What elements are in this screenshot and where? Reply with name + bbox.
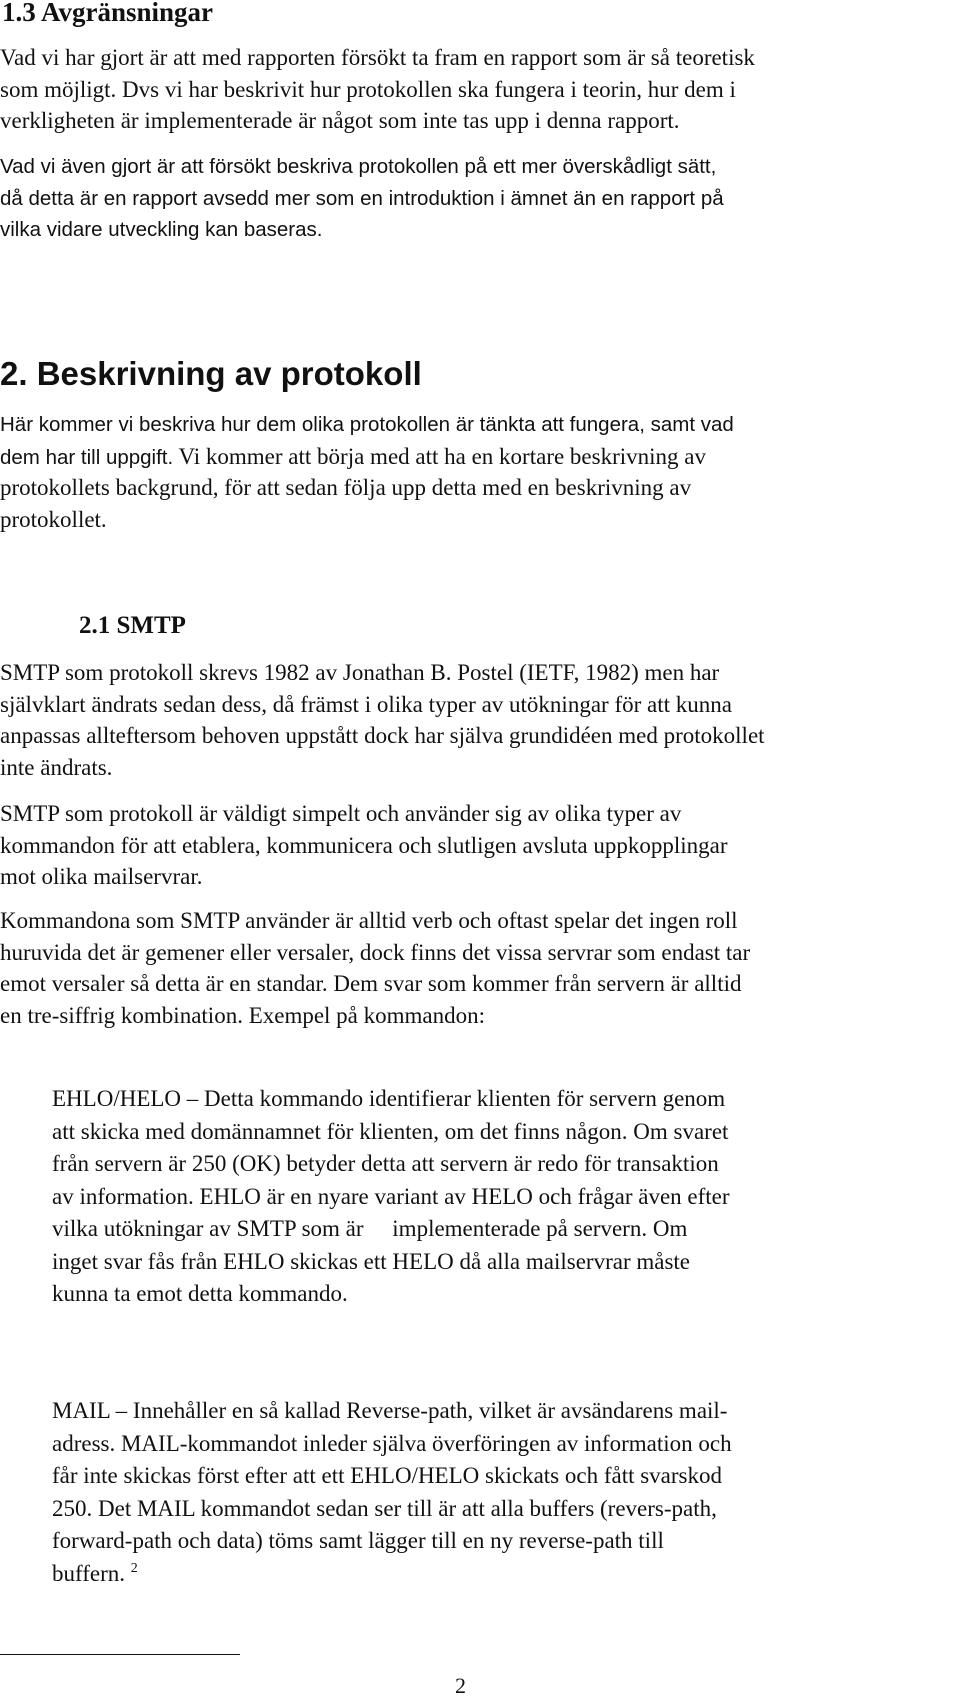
command-ehlo-description — [52, 1083, 960, 1311]
paragraph-smtp-commands — [0, 905, 960, 1031]
section-heading-2: 2. Beskrivning av protokoll — [0, 355, 422, 392]
text-line: huruvida det är gemener eller versaler, dock finns det vissa servrar som endast tar — [0, 939, 751, 965]
text-line: då detta är en rapport avsedd mer som en introduktion i ämnet än en rapport på — [0, 186, 724, 210]
text-line: adress. MAIL-kommandot inleder själva överföringen av information och — [52, 1430, 732, 1456]
text-line: anpassas allteftersom behoven uppstått dock har själva grundidéen med protokollet — [0, 723, 765, 748]
text-line: protokollets backgrund, för att sedan följa upp detta med en beskrivning av — [0, 475, 692, 500]
text-line: vilka vidare utveckling kan baseras. — [0, 218, 323, 241]
text-line: 250. Det MAIL kommandot sedan ser till är att alla buffers (revers-path, — [52, 1495, 717, 1521]
text-line: Kommandona som SMTP använder är alltid verb och oftast spelar det ingen roll — [0, 908, 738, 933]
text-line — [0, 441, 960, 474]
text-line: inget svar fås från EHLO skickas ett HELO då alla mailservrar måste — [52, 1248, 691, 1274]
text-line: inte ändrats. — [0, 754, 113, 780]
text-line: forward-path och data) töms samt lägger till en ny reverse-path till — [52, 1528, 664, 1553]
text-line — [52, 1558, 960, 1591]
text-line: en tre-siffrig kombination. Exempel på kommandon: — [0, 1002, 486, 1028]
paragraph-protocol-intro-cont — [0, 472, 960, 535]
paragraph-scope-1 — [0, 42, 960, 137]
text-line: verkligheten är implementerade är något som inte tas upp i denna rapport. — [0, 108, 680, 133]
text-line: att skicka med domännamnet för klienten, om det finns någon. Om svaret — [52, 1118, 729, 1144]
text-line: av information. EHLO är en nyare variant av HELO och frågar även efter — [52, 1183, 730, 1209]
text-fragment: Vi kommer att börja med att ha en kortare beskrivning av — [173, 443, 706, 469]
text-line: får inte skickas först efter att ett EHLO/HELO skickats och fått svarskod — [52, 1463, 722, 1488]
text-fragment: dem har till uppgift. — [0, 445, 174, 469]
text-line: kommandon för att etablera, kommunicera och slutligen avsluta uppkopplingar — [0, 832, 728, 858]
text-line: som möjligt. Dvs vi har beskrivit hur protokollen ska fungera i teorin, hur dem i — [0, 76, 736, 102]
footnote-separator — [0, 1654, 240, 1655]
text-line: Här kommer vi beskriva hur dem olika protokollen är tänkta att fungera, samt vad — [0, 413, 734, 436]
text-fragment: buffern. — [52, 1560, 126, 1586]
text-line: Vad vi även gjort är att försökt beskriva protokollen på ett mer överskådligt sätt, — [0, 155, 717, 178]
text-line: EHLO/HELO – Detta kommando identifierar klienten för servern genom — [52, 1086, 726, 1111]
paragraph-smtp-history — [0, 657, 960, 783]
command-mail-description — [52, 1395, 960, 1590]
paragraph-scope-2 — [0, 151, 960, 246]
text-line: vilka utökningar av SMTP som är implementerade på servern. Om — [52, 1216, 688, 1241]
section-heading-1-3: 1.3 Avgränsningar — [2, 0, 214, 27]
text-line: MAIL – Innehåller en så kallad Reverse-path, vilket är avsändarens mail- — [52, 1398, 728, 1423]
footnote-reference[interactable]: 2 — [130, 1560, 138, 1576]
paragraph-protocol-intro — [0, 409, 960, 473]
text-line: Vad vi har gjort är att med rapporten försökt ta fram en rapport som är så teoretisk — [0, 45, 755, 70]
text-line: SMTP som protokoll är väldigt simpelt och använder sig av olika typer av — [0, 801, 682, 826]
page-number: 2 — [455, 1673, 466, 1698]
text-line: mot olika mailservrar. — [0, 864, 203, 889]
text-line: självklart ändrats sedan dess, då främst i olika typer av utökningar för att kunna — [0, 691, 732, 717]
text-line: från servern är 250 (OK) betyder detta att servern är redo för transaktion — [52, 1151, 719, 1176]
paragraph-smtp-simple — [0, 798, 960, 893]
text-line: emot versaler så detta är en standar. Dem svar som kommer från servern är alltid — [0, 971, 742, 996]
text-line: kunna ta emot detta kommando. — [52, 1281, 348, 1306]
section-heading-2-1: 2.1 SMTP — [79, 612, 186, 639]
text-line: SMTP som protokoll skrevs 1982 av Jonathan B. Postel (IETF, 1982) men har — [0, 660, 720, 685]
text-line: protokollet. — [0, 506, 107, 532]
